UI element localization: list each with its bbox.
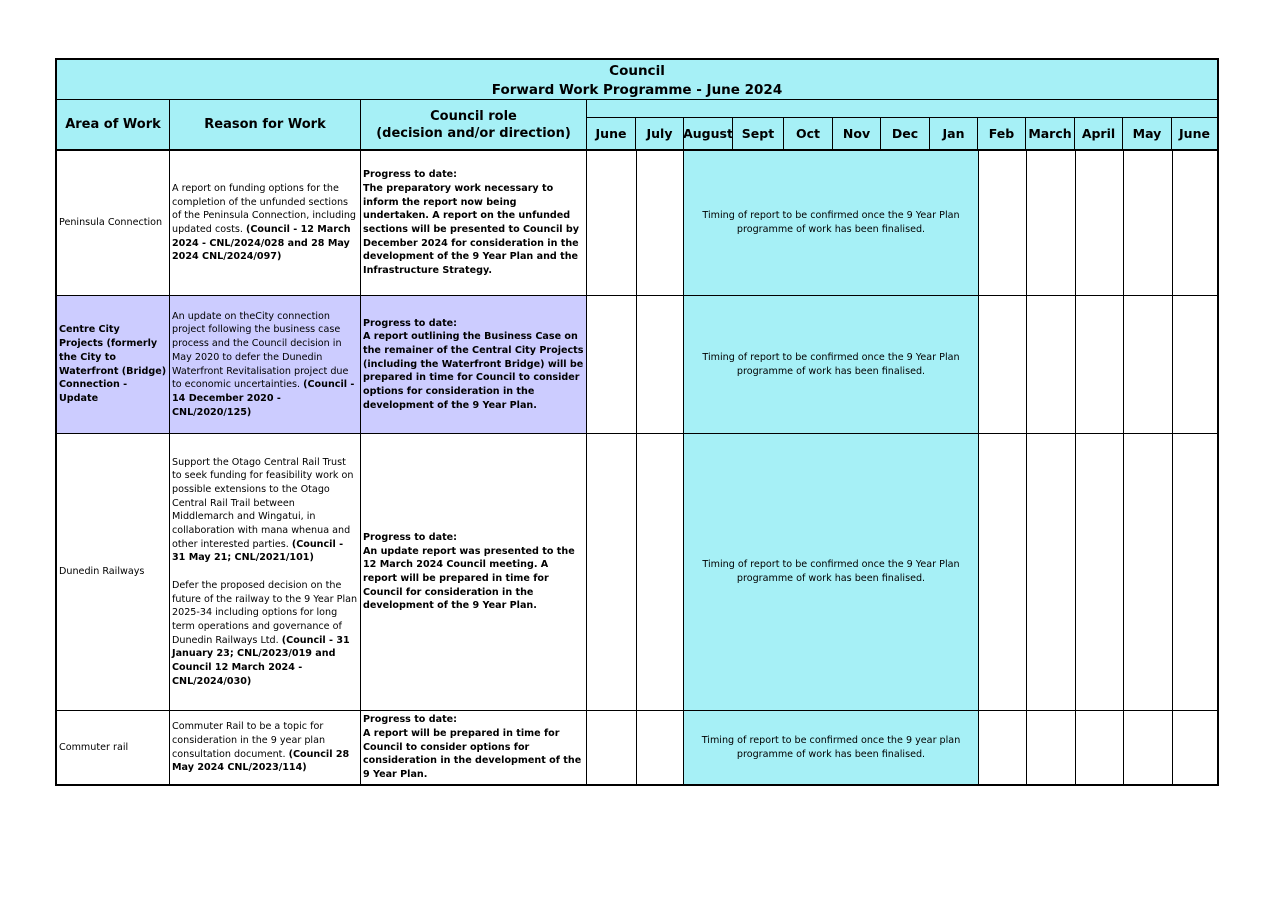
month-header-nov: [833, 118, 881, 149]
reason-reference: (Council - 14 December 2020 - CNL/2020/125): [172, 379, 355, 418]
reason-text: Commuter Rail to be a topic for consideration in the 9 year plan consultation document.: [172, 721, 326, 760]
area-label: Commuter rail: [59, 741, 129, 753]
timing-banner-peninsula: [684, 151, 978, 295]
title-line-1: Council: [609, 63, 665, 79]
title-line-2: Forward Work Programme - June 2024: [491, 82, 783, 98]
progress-text: The preparatory work necessary to inform the report now being undertaken. A report on the unfunded sections will be presented to Council by December 2024 for consideration in the development of the 9 Year Plan and the Infrastructure Strategy.: [363, 182, 580, 277]
timing-banner-dunedin-railways: [684, 434, 978, 710]
timing-text: Timing of report to be confirmed once the 9 year plan programme of work has been finalised.: [701, 734, 961, 760]
progress-label: Progress to date:: [363, 317, 458, 329]
month-label: Oct: [795, 126, 820, 141]
reason-cell-peninsula: [170, 151, 361, 295]
progress-label: Progress to date:: [363, 531, 458, 543]
progress-text: A report will be prepared in time for Council to consider options for consideration in the development of the 9 Year Plan.: [363, 727, 582, 781]
month-label: Sept: [741, 126, 775, 141]
timing-banner-commuter-rail: [684, 711, 978, 784]
role-cell-dunedin-railways: [361, 434, 587, 710]
reason-reference-2: (Council - 31 January 23; CNL/2023/019 and Council 12 March 2024 - CNL/2024/030): [172, 634, 350, 687]
reason-text: A report on funding options for the completion of the unfunded sections of the Peninsula Connection, including updated costs.: [172, 182, 357, 235]
progress-label: Progress to date:: [363, 714, 458, 726]
month-label: June: [1179, 126, 1210, 141]
month-header-may: [1123, 118, 1172, 149]
role-cell-centre-city: [361, 296, 587, 433]
progress-text: An update report was presented to the 12 March 2024 Council meeting. A report will be prepared in time for Council for consideration in the development of the 9 Year Plan.: [363, 545, 575, 612]
reason-cell-centre-city: [170, 296, 361, 433]
month-label: April: [1081, 126, 1116, 141]
reason-reference: (Council - 31 May 21; CNL/2021/101): [172, 538, 344, 564]
reason-text: Support the Otago Central Rail Trust to seek funding for feasibility work on possible extensions to the Otago Central Rail Trail between Middlemarch and Wingatui, in collaboration with mana whenua and other interested parties.: [172, 456, 354, 550]
area-label: Centre City Projects (formerly the City to Waterfront (Bridge) Connection - Update: [59, 324, 167, 404]
header-month-band: [587, 100, 1217, 118]
month-header-june: [587, 118, 636, 149]
month-gridline: [978, 151, 979, 784]
month-gridline: [1172, 151, 1173, 784]
month-gridline: [1075, 151, 1076, 784]
month-header-sept: [733, 118, 784, 149]
area-cell-dunedin-railways: [57, 434, 170, 710]
header-council-role: [361, 100, 587, 149]
reason-reference: (Council - 12 March 2024 - CNL/2024/028 and 28 May 2024 CNL/2024/097): [172, 224, 351, 263]
month-gridline: [683, 151, 684, 784]
area-cell-commuter-rail: [57, 711, 170, 784]
header-area-label: Area of Work: [65, 117, 161, 132]
role-cell-peninsula: [361, 151, 587, 295]
header-reason-for-work: [170, 100, 361, 149]
header-area-of-work: [57, 100, 170, 149]
area-cell-centre-city: [57, 296, 170, 433]
timing-banner-centre-city: [684, 296, 978, 433]
month-header-august: [684, 118, 733, 149]
month-label: Nov: [842, 126, 871, 141]
month-gridline: [636, 151, 637, 784]
forward-work-programme-table: [55, 58, 1219, 786]
month-header-dec: [881, 118, 930, 149]
month-gridline: [1026, 151, 1027, 784]
month-label: August: [683, 126, 733, 141]
month-gridline: [1123, 151, 1124, 784]
role-cell-commuter-rail: [361, 711, 587, 784]
reason-cell-commuter-rail: [170, 711, 361, 784]
header-role-line-2: (decision and/or direction): [376, 125, 571, 141]
progress-label: Progress to date:: [363, 169, 458, 181]
month-label: May: [1132, 126, 1162, 141]
month-header-oct: [784, 118, 833, 149]
header-role-line-1: Council role: [430, 108, 517, 124]
reason-cell-dunedin-railways: [170, 434, 361, 710]
progress-text: A report outlining the Business Case on the remainer of the Central City Projects (including the Waterfront Bridge) will be prepared in time for Council to consider options for consideration in the development of the 9 Year Plan.: [363, 331, 584, 411]
month-label: Dec: [891, 126, 919, 141]
reason-text-2: Defer the proposed decision on the future of the railway to the 9 Year Plan 2025-34 including options for long term operations and governance of Dunedin Railways Ltd.: [172, 579, 358, 646]
month-label: March: [1028, 126, 1072, 141]
reason-text: An update on theCity connection project following the business case process and the Council decision in May 2020 to defer the Dunedin Waterfront Revitalisation project due to economic uncertainties.: [172, 310, 349, 391]
month-label: Jan: [942, 126, 965, 141]
timing-text: Timing of report to be confirmed once the 9 Year Plan programme of work has been finalised.: [702, 559, 960, 584]
month-header-jan: [930, 118, 978, 149]
month-header-july: [636, 118, 684, 149]
area-label: Dunedin Railways: [59, 566, 145, 578]
timing-text: Timing of report to be confirmed once the 9 Year Plan programme of work has been finalised.: [702, 210, 960, 235]
month-header-march: [1026, 118, 1075, 149]
month-header-april: [1075, 118, 1123, 149]
timing-text: Timing of report to be confirmed once the 9 Year Plan programme of work has been finalised.: [702, 351, 960, 377]
area-cell-peninsula: [57, 151, 170, 295]
header-reason-label: Reason for Work: [204, 117, 326, 132]
month-header-feb: [978, 118, 1026, 149]
month-label: June: [595, 126, 627, 141]
month-header-june-2: [1172, 118, 1217, 149]
table-title: [57, 60, 1217, 100]
month-label: July: [646, 126, 673, 141]
area-label: Peninsula Connection: [59, 217, 163, 229]
month-label: Feb: [988, 126, 1015, 141]
reason-reference: (Council 28 May 2024 CNL/2023/114): [172, 748, 350, 774]
